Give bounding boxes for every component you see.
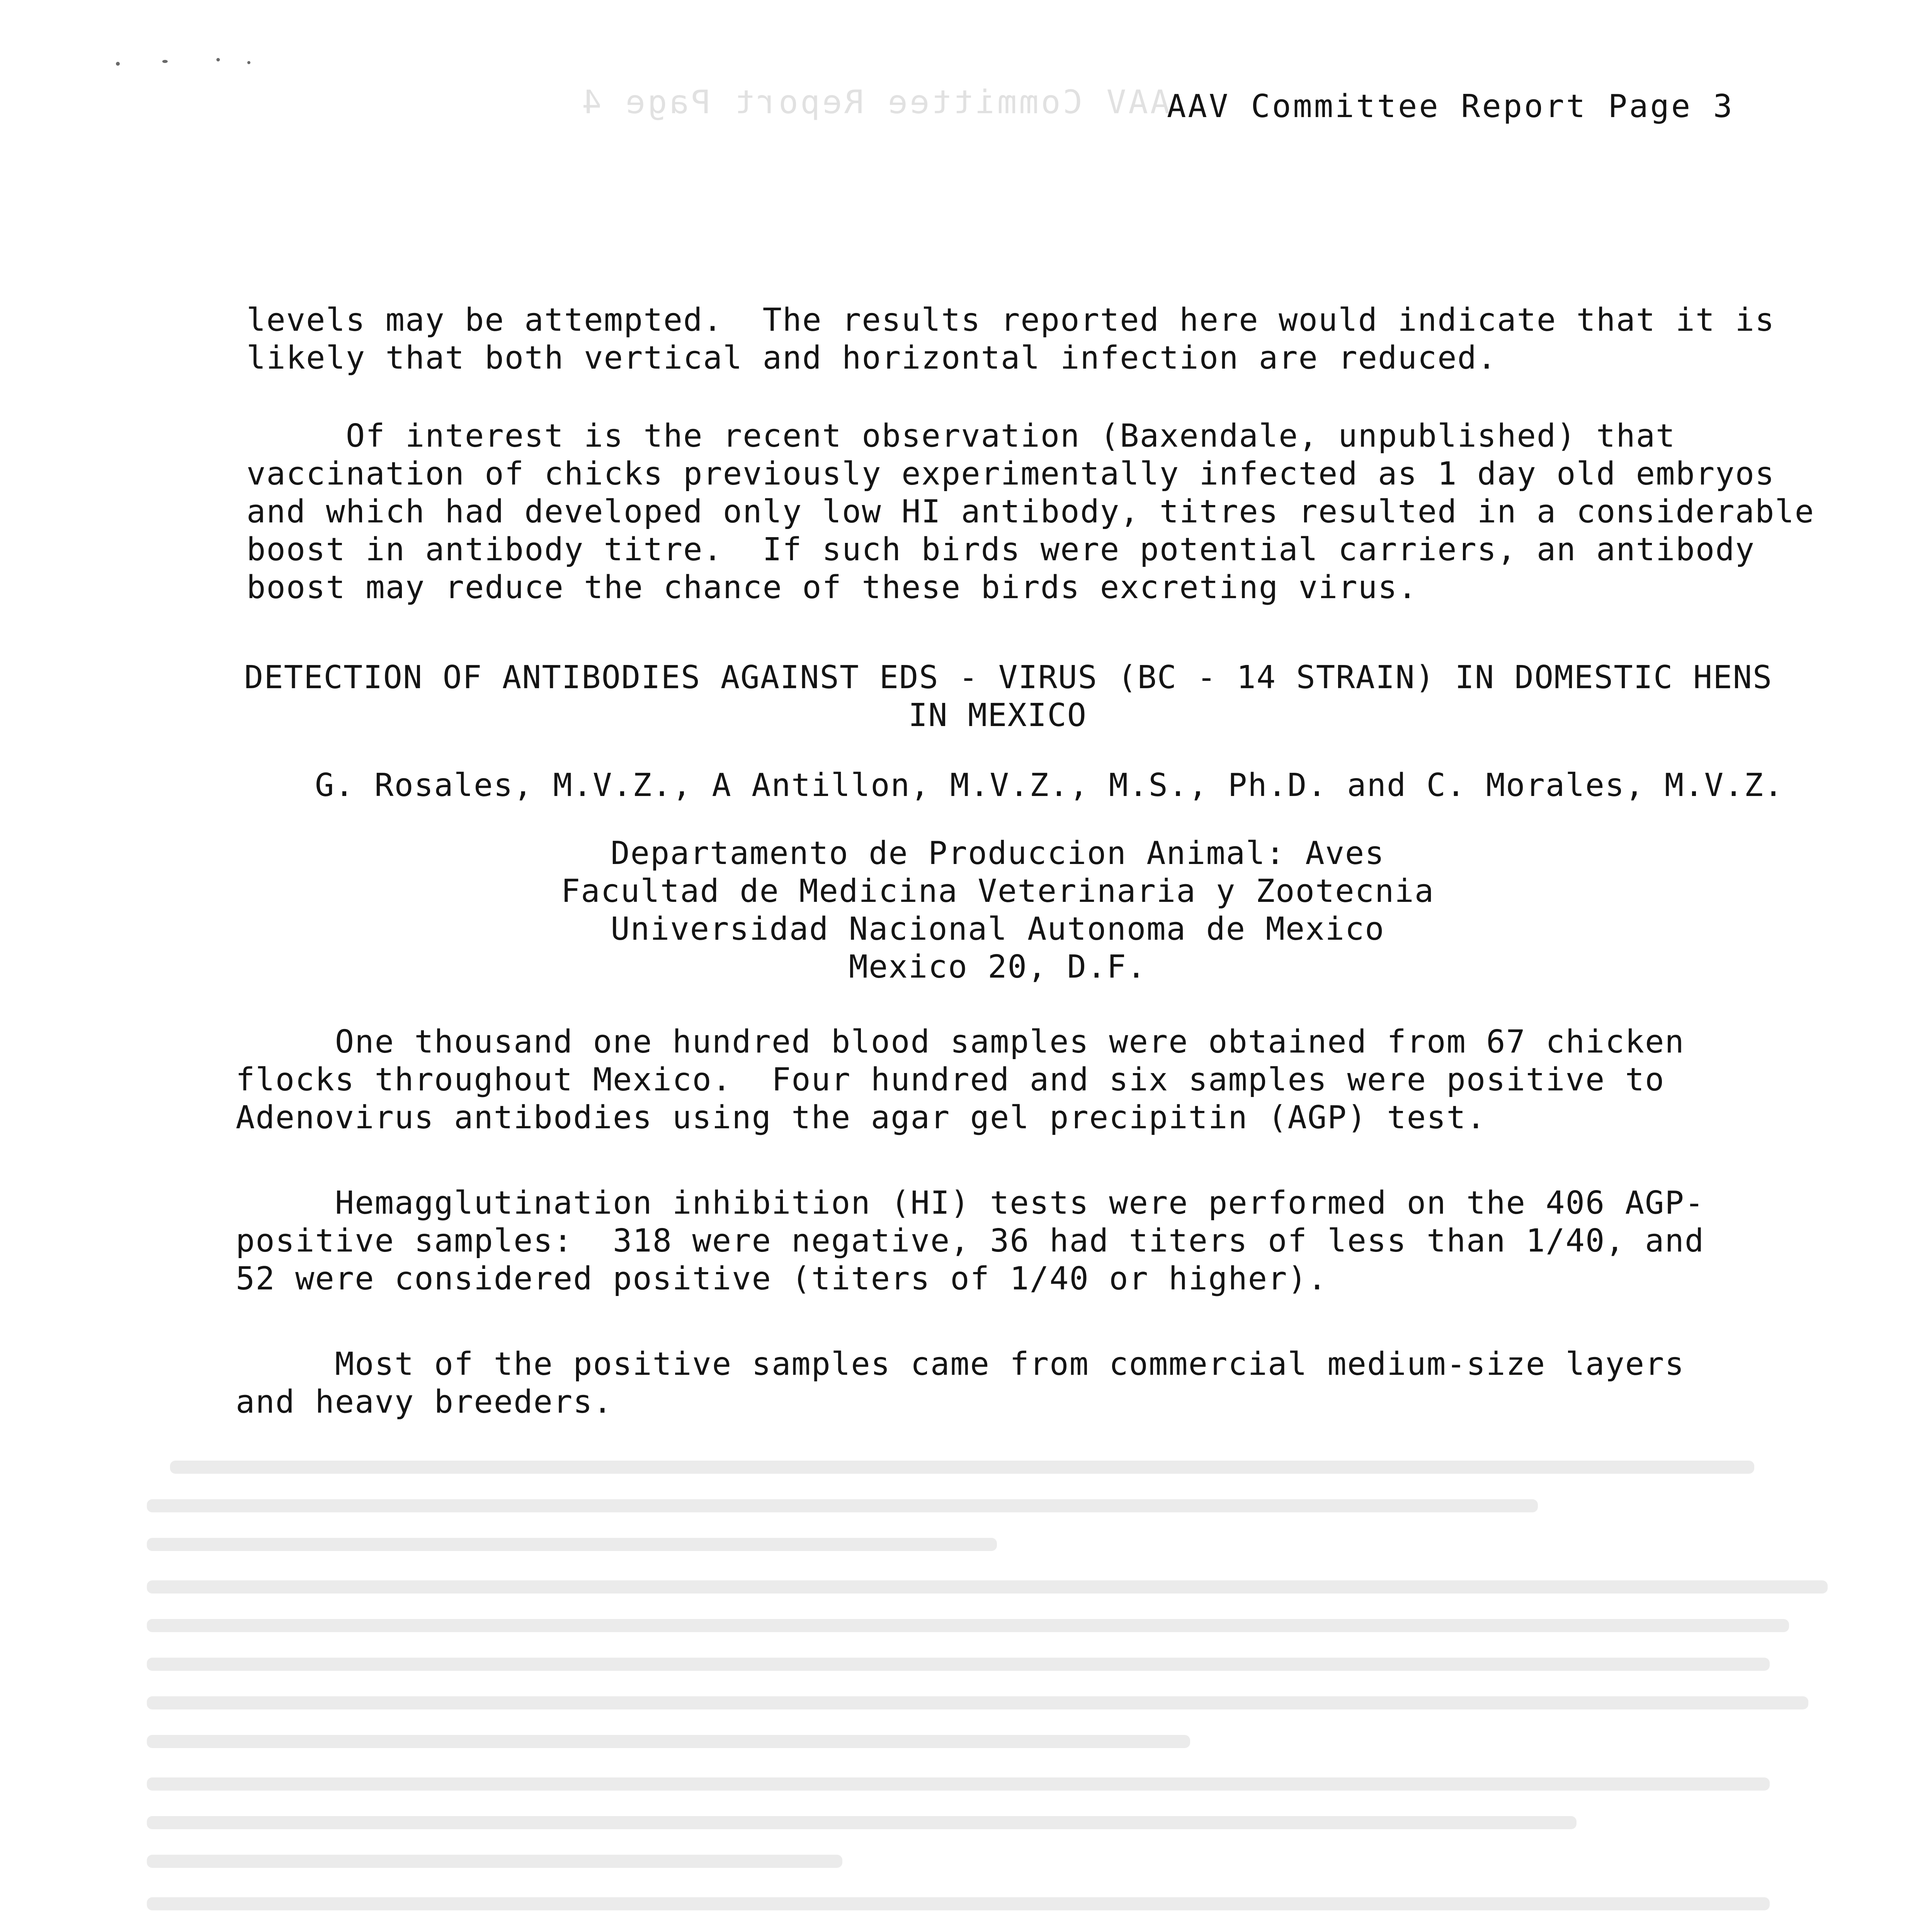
interest-line-2: vaccination of chicks previously experimentally infected as 1 day old embryos	[247, 456, 1775, 492]
affiliation-line-1: Departamento de Produccion Animal: Aves	[611, 835, 1385, 872]
body-p2-line-3: 52 were considered positive (titers of 1/40 or higher).	[236, 1260, 1328, 1297]
affiliation-line-2: Facultad de Medicina Veterinaria y Zootecnia	[561, 873, 1435, 910]
section-title-line-1: DETECTION OF ANTIBODIES AGAINST EDS - VIRUS (BC - 14 STRAIN) IN DOMESTIC HENS	[244, 659, 1773, 696]
body-p3-line-2: and heavy breeders.	[236, 1384, 613, 1420]
body-p1-line-3: Adenovirus antibodies using the agar gel precipitin (AGP) test.	[236, 1099, 1486, 1136]
body-p3-line-1: Most of the positive samples came from commercial medium-size layers	[236, 1346, 1685, 1383]
page-header: AAV Committee Report Page 3	[1167, 88, 1734, 125]
body-p2-line-1: Hemagglutination inhibition (HI) tests were performed on the 406 AGP-	[236, 1185, 1705, 1221]
affiliation-line-4: Mexico 20, D.F.	[849, 949, 1147, 985]
bleed-through-header: AAV Committee Report Page 4	[580, 83, 1170, 121]
interest-line-5: boost may reduce the chance of these birds excreting virus.	[247, 569, 1418, 606]
body-p1-line-1: One thousand one hundred blood samples were obtained from 67 chicken	[236, 1024, 1685, 1060]
margin-speck	[216, 58, 220, 61]
margin-speck	[116, 62, 120, 66]
margin-speck	[247, 61, 250, 64]
continued-line-2: likely that both vertical and horizontal infection are reduced.	[247, 340, 1497, 376]
continued-line-1: levels may be attempted. The results reported here would indicate that it is	[247, 302, 1775, 338]
margin-speck	[162, 60, 168, 63]
interest-line-3: and which had developed only low HI antibody, titres resulted in a considerable	[247, 493, 1815, 530]
bleed-through-texture	[147, 1453, 1886, 1932]
section-title-line-2: IN MEXICO	[908, 697, 1087, 734]
body-p1-line-2: flocks throughout Mexico. Four hundred and six samples were positive to	[236, 1061, 1665, 1098]
interest-line-1: Of interest is the recent observation (Baxendale, unpublished) that	[247, 418, 1676, 454]
interest-line-4: boost in antibody titre. If such birds were potential carriers, an antibody	[247, 531, 1755, 568]
affiliation-line-3: Universidad Nacional Autonoma de Mexico	[611, 911, 1385, 947]
authors-line: G. Rosales, M.V.Z., A Antillon, M.V.Z., M.S., Ph.D. and C. Morales, M.V.Z.	[315, 767, 1784, 804]
body-p2-line-2: positive samples: 318 were negative, 36 had titers of less than 1/40, and	[236, 1223, 1705, 1259]
